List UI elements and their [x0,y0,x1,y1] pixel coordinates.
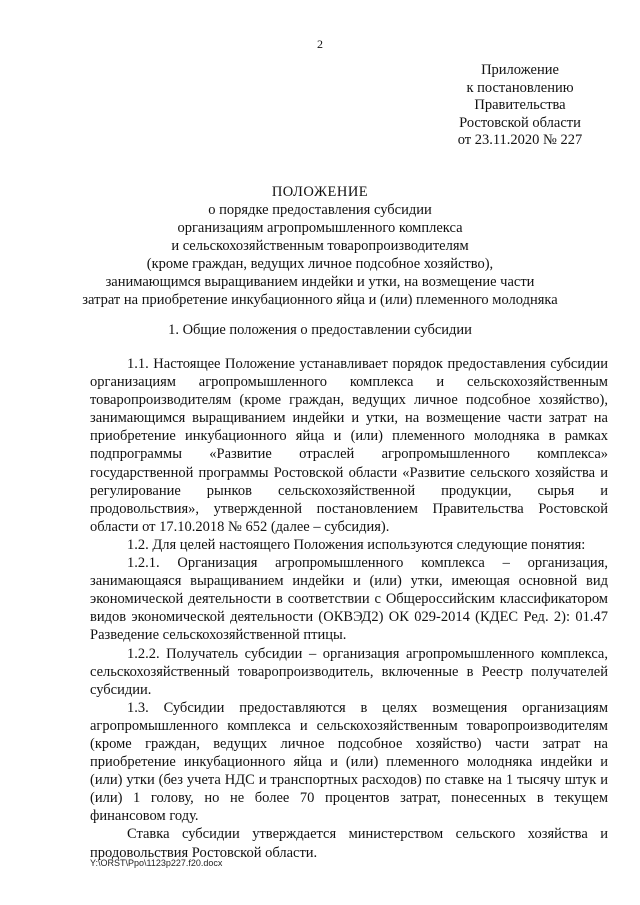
title-line: о порядке предоставления субсидии [208,202,432,218]
section-title: 1. Общие положения о предоставлении субсидии [168,322,472,338]
appendix-line: Ростовской области [459,114,581,131]
title-line: и сельскохозяйственным товаропроизводителям [171,238,469,254]
body-text [90,355,608,862]
title-heading: ПОЛОЖЕНИЕ [271,184,369,200]
title-line: организациям агропромышленного комплекса [177,220,463,236]
appendix-line: к постановлению [466,79,574,96]
title-line: затрат на приобретение инкубационного яйца и (или) племенного молодняка [82,292,558,308]
paragraph-rate: Ставка субсидии утверждается министерством сельского хозяйства и продовольствия Ростовской области. [90,826,608,861]
document-title [70,183,570,309]
paragraph-1-2: 1.2. Для целей настоящего Положения используются следующие понятия: [127,536,586,553]
paragraph-1-1: 1.1. Настоящее Положение устанавливает порядок предоставления субсидии организациям агропромышленного комплекса и сельскохозяйственным товаропроизводителям (кроме граждан, ведущих личное подсобное хозяйство), занимающимся выращиванием индейки и утки, на возмещение части затрат на приобретение инкубационного яйца и (или) племенного молодняка в рамках подпрограммы «Развитие отраслей агропромышленного комплекса» государственной программы Ростовской области «Развитие сельского хозяйства и регулирование рынков сельскохозяйственной продукции, сырья и продовольствия», утвержденной постановлением Правительства Ростовской области от 17.10.2018 № 652 (далее – субсидия). [90,356,608,535]
title-line: занимающимся выращиванием индейки и утки, на возмещение части [105,274,535,290]
paragraph-1-2-2: 1.2.2. Получатель субсидии – организация агропромышленного комплекса, сельскохозяйственный товаропроизводитель, включенные в Реестр получателей субсидии. [90,645,608,698]
page-number: 2 [317,37,323,51]
appendix-block [440,62,600,150]
appendix-line: Правительства [474,97,566,113]
file-path-footer: Y:\ORST\Ppo\1123p227.f20.docx [90,858,223,868]
appendix-line: Приложение [481,62,559,78]
title-line: (кроме граждан, ведущих личное подсобное хозяйство), [146,256,494,272]
appendix-date-line: от 23.11.2020 № 227 [457,132,583,148]
paragraph-1-2-1: 1.2.1. Организация агропромышленного комплекса – организация, занимающаяся выращиванием индейки и (или) утки, имеющая основной вид экономической деятельности в соответствии с Общероссийским классификатором видов экономической деятельности (ОКВЭД2) ОК 029-2014 (КДЕС Ред. 2): 01.47 Разведение сельскохозяйственной птицы. [90,555,608,644]
paragraph-1-3: 1.3. Субсидии предоставляются в целях возмещения организациям агропромышленного комплекса и сельскохозяйственным товаропроизводителям (кроме граждан, ведущих личное подсобное хозяйство) части затрат на приобретение инкубационного яйца и (или) племенного молодняка индейки и (или) утки (без учета НДС и транспортных расходов) по ставке на 1 тысячу штук и (или) 1 голову, но не более 70 процентов затрат, понесенных в текущем финансовом году. [90,699,608,825]
